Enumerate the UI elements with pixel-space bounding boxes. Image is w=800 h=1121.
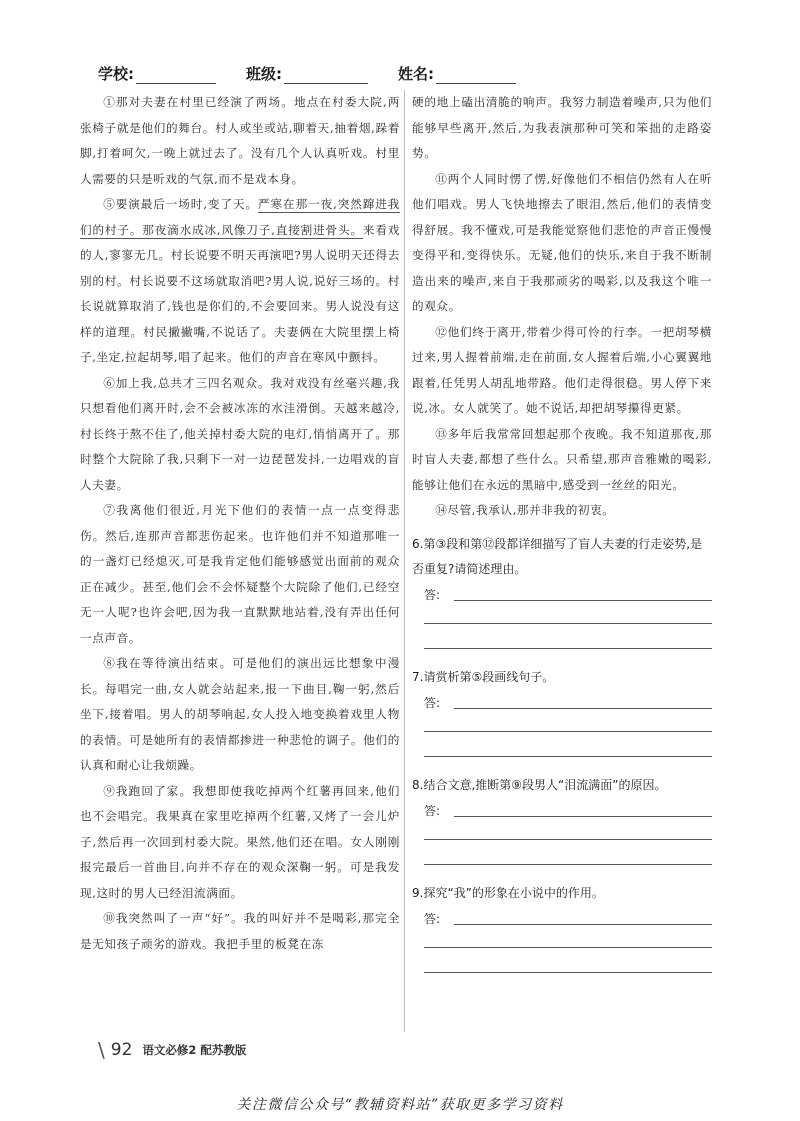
answer-8-line[interactable] (424, 798, 712, 823)
class-label: 班级: (246, 65, 282, 83)
answer-label: 答: (424, 695, 441, 710)
page-number: 92 (110, 1040, 133, 1060)
school-blank[interactable] (136, 67, 216, 84)
paragraph-14: ⑭尽管,我承认,那并非我的初衷。 (435, 503, 615, 517)
class-field (246, 64, 368, 84)
bottom-promo-note: 关注微信公众号“教辅资料站”获取更多学习资料 (236, 1097, 564, 1113)
answer-8-line-2[interactable] (424, 823, 712, 848)
question-6-text: 6.第③段和第⑫段都详细描写了盲人夫妻的行走姿势,是否重复?请简述理由。 (412, 536, 703, 576)
answer-6-line[interactable] (424, 582, 712, 607)
paragraph-11: ⑪两个人同时愣了愣,好像他们不相信仍然有人在听他们唱戏。男人飞快地擦去了眼泪,然后,他们的表情变得舒展。我不懂戏,可是我能觉察他们悲怆的声音正慢慢变得平和,变得快乐。无疑,他们的快乐,来自于我不断制造出来的噪声,来自于我那顽劣的喝彩,以及我这个唯一的观众。 (412, 171, 712, 313)
right-text-column (412, 90, 712, 1032)
answer-9-line-3[interactable] (424, 956, 712, 981)
answer-label: 答: (424, 911, 441, 926)
question-7 (412, 665, 712, 765)
answer-label: 答: (424, 803, 441, 818)
school-field (98, 64, 216, 84)
paragraph-7: ⑦我离他们很近,月光下他们的表情一点一点变得悲伤。然后,连那声音都悲伤起来。也许他们并不知道那唯一的一盏灯已经熄灭,可是我肯定他们能够感觉出面前的观众正在减少。甚至,他们会不会怀疑整个大院除了他们,已经空无一人呢?也许会吧,因为我一直默默地站着,没有弄出任何一点声音。 (80, 503, 400, 645)
question-9 (412, 881, 712, 981)
answer-6-line-2[interactable] (424, 607, 712, 632)
question-8-text: 8.结合文意,推断第⑨段男人“泪流满面”的原因。 (412, 777, 667, 792)
paragraph-12: ⑫他们终于离开,带着少得可怜的行李。一把胡琴横过来,男人握着前端,走在前面,女人握着后端,小心翼翼地跟着,任凭男人胡乱地带路。他们走得很稳。男人停下来说,冰。女人就笑了。她不说话,却把胡琴攥得更紧。 (412, 324, 712, 415)
footer-slash-mark: \ (98, 1038, 105, 1062)
paragraph-9: ⑨我跑回了家。我想即使我吃掉两个红薯再回来,他们也不会唱完。我果真在家里吃掉两个红薯,又烤了一会儿炉子,然后再一次回到村委大院。果然,他们还在唱。女人刚刚报完最后一首曲目,向并不存在的观众深鞠一躬。可是我发现,这时的男人已经泪流满面。 (80, 783, 400, 900)
paragraph-3: ①那对夫妻在村里已经演了两场。地点在村委大院,两张椅子就是他们的舞台。村人或坐或站,聊着天,抽着烟,跺着脚,打着呵欠,一晚上就过去了。没有几个人认真听戏。村里人需要的只是听戏的气氛,而不是戏本身。 (80, 95, 400, 186)
school-label: 学校: (98, 65, 134, 83)
answer-label: 答: (424, 587, 441, 602)
answer-7-line[interactable] (424, 690, 712, 715)
name-field (398, 64, 516, 84)
paragraph-10: ⑩我突然叫了一声“好”。我的叫好并不是喝彩,那完全是无知孩子顽劣的游戏。我把手里的板凳在冻 (80, 911, 400, 951)
paragraph-13: ⑬多年后我常常回想起那个夜晚。我不知道那夜,那时盲人夫妻,都想了些什么。只希望,那声音雅嫩的喝彩,能够让他们在永远的黑暗中,感受到一丝丝的阳光。 (412, 426, 712, 492)
paragraph-8: ⑧我在等待演出结束。可是他们的演出远比想象中漫长。每唱完一曲,女人就会站起来,报一下曲目,鞠一躬,然后坐下,接着唱。男人的胡琴响起,女人投入地变换着戏里人物的表情。可是她所有的表情都掺进一种悲怆的调子。他们的认真和耐心让我烦躁。 (80, 656, 400, 772)
answer-9-line-2[interactable] (424, 931, 712, 956)
name-label: 姓名: (398, 65, 434, 83)
answer-7-line-3[interactable] (424, 740, 712, 765)
student-info-header (98, 64, 516, 84)
paragraph-5-rest: 来看戏的人,寥寥无几。村长说要不明天再演吧?男人说明天还得去别的村。村长说要不这场就取消吧?男人说,说好三场的。村长说就算取消了,钱也是你们的,不会要回来。男人说没有这样的道理。村民撇撇嘴,不说话了。夫妻俩在大院里摆上椅子,坐定,拉起胡琴,唱了起来。他们的声音在寒风中颤抖。 (80, 222, 400, 364)
underlined-sentence: 严寒在那一夜,突然蹿进我们的村子。那夜滴水成冰,风像刀子,直接割进骨头。 (80, 197, 400, 237)
page-footer (98, 1040, 246, 1060)
left-text-column (80, 90, 405, 1032)
question-9-text: 9.探究“我”的形象在小说中的作用。 (412, 885, 604, 900)
class-blank[interactable] (284, 67, 368, 84)
book-title: 语文必修2 配苏教版 (142, 1043, 247, 1057)
paragraph-6: ⑥加上我,总共才三四名观众。我对戏没有丝毫兴趣,我只想看他们离开时,会不会被冰冻的水洼滑倒。天越来越冷,村长终于熬不住了,他关掉村委大院的电灯,悄悄离开了。那时整个大院除了我,只剩下一对一边琵琶发抖,一边唱戏的盲人夫妻。 (80, 375, 400, 492)
answer-9-line[interactable] (424, 906, 712, 931)
paragraph-5-opening: ⑤要演最后一场时,变了天。 (103, 197, 259, 211)
name-blank[interactable] (436, 67, 516, 84)
answer-7-line-2[interactable] (424, 715, 712, 740)
paragraph-10-continued: 硬的地上磕出清脆的响声。我努力制造着噪声,只为他们能够早些离开,然后,为我表演那种可笑和笨拙的走路姿势。 (412, 95, 712, 160)
question-8 (412, 773, 712, 873)
answer-8-line-3[interactable] (424, 848, 712, 873)
question-6 (412, 532, 712, 657)
paragraph-5 (80, 192, 400, 371)
question-7-text: 7.请赏析第⑤段画线句子。 (412, 669, 555, 684)
answer-6-line-3[interactable] (424, 632, 712, 657)
